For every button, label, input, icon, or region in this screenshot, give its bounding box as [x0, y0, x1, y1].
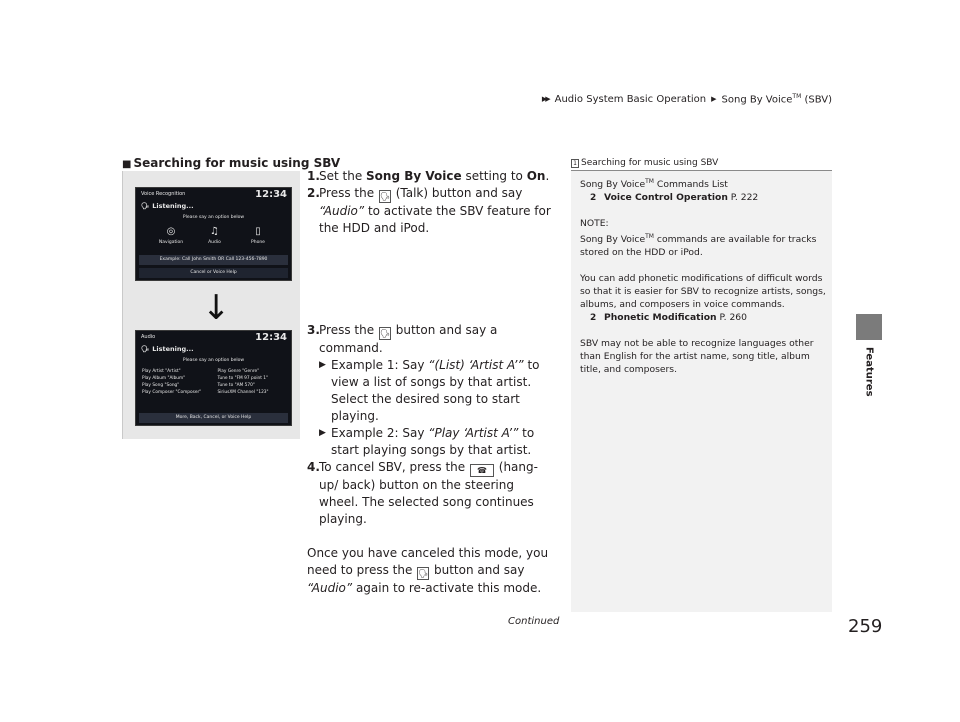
command-item: Tune to "AM 570": [217, 383, 255, 388]
note-sidebar: [571, 156, 832, 612]
square-bullet-icon: ■: [122, 159, 132, 170]
screen-clock: 12:34: [255, 332, 287, 343]
navigation-option[interactable]: ◎ Navigation: [158, 226, 184, 245]
talk-button-icon: 🗣: [379, 329, 391, 338]
languages-paragraph: SBV may not be able to recognize languages other than English for the artist name, song title, album title, and composers.: [580, 338, 814, 376]
hang-up-button-icon: ☎: [470, 464, 494, 477]
note-heading: 1 Searching for music using SBV: [571, 156, 832, 171]
listening-status: 🗣 Listening...: [141, 202, 194, 210]
double-arrow-icon: ▶▶: [541, 95, 549, 104]
breadcrumb-item-audio-basic[interactable]: Audio System Basic Operation: [554, 93, 707, 105]
commands-list-ref: Song By Voice™ Commands List 2 Voice Control Operation P. 222: [580, 178, 759, 204]
reactivate-paragraph: Once you have canceled this mode, you need to press the 🗣 button and say “Audio” again to re-activate this mode.: [307, 546, 549, 595]
talk-icon: 🗣: [141, 202, 150, 210]
reference-arrow-icon: 2: [590, 313, 597, 324]
command-item: Play Song "Song": [142, 383, 180, 388]
talk-button-icon: 🗣: [379, 192, 391, 201]
example-2: ▶ Example 2: Say “Play ‘Artist A’” to start playing songs by that artist.: [319, 426, 535, 457]
step-2: 2. Press the 🗣 (Talk) button and say “Audio” to activate the SBV feature for the HDD and iPod.: [307, 186, 551, 235]
reference-icon: 1: [571, 159, 579, 168]
step-3: 3. Press the 🗣 button and say a command. ▶ Example 1: Say “(List) ‘Artist A’” to view a list of songs by that artist. Select the desired song to start playing. ▶ Example 2: Say “Play ‘Artist A’” to start playing songs by that artist.: [307, 322, 557, 459]
screen-prompt: Please say an option below: [182, 215, 245, 220]
command-item: Play Genre "Genre": [217, 369, 260, 374]
voice-recognition-screen: [135, 187, 292, 281]
note-body: [580, 175, 826, 389]
talk-icon: 🗣: [141, 345, 150, 353]
phone-option[interactable]: ▯ Phone: [251, 226, 265, 245]
audio-option[interactable]: ♫ Audio: [208, 226, 221, 245]
triangle-bullet-icon: ▶: [319, 428, 326, 438]
example-bar: Example: Call John Smith OR Call 123-456-7890: [139, 255, 288, 265]
link-phonetic-modification[interactable]: 2 Phonetic Modification P. 260: [590, 312, 747, 324]
phone-icon: ▯: [255, 226, 261, 237]
reference-arrow-icon: 2: [590, 193, 597, 204]
command-item: Play Composer "Composer": [142, 390, 202, 395]
command-item: Play Artist "Artist": [142, 369, 181, 374]
voice-category-icons: [152, 227, 277, 245]
continued-label: Continued: [508, 616, 560, 627]
step-4: 4. To cancel SBV, press the ☎ (hang-up/ back) button on the steering wheel. The selected song continues playing.: [307, 460, 538, 526]
talk-button-icon: 🗣: [418, 569, 429, 578]
screen-footer: More, Back, Cancel, or Voice Help: [139, 413, 288, 423]
screen-footer: Cancel or Voice Help: [139, 268, 288, 278]
screen-title: Voice Recognition: [141, 191, 186, 197]
breadcrumb-item-sbv[interactable]: Song By Voice™ (SBV): [721, 93, 832, 106]
music-note-icon: ♫: [210, 226, 219, 237]
link-voice-control-operation[interactable]: 2 Voice Control Operation P. 222: [590, 192, 759, 204]
command-item: SiriusXM Channel "123": [217, 390, 269, 395]
section-heading: ■ Searching for music using SBV: [122, 156, 341, 170]
example-1: ▶ Example 1: Say “(List) ‘Artist A’” to view a list of songs by that artist. Select the desired song to start playing.: [319, 358, 540, 423]
audio-voice-screen: [135, 330, 292, 426]
listening-status: 🗣 Listening...: [141, 345, 194, 353]
arrow-right-icon: ▶: [711, 95, 717, 104]
screens-illustration: [122, 171, 300, 439]
screen-title: Audio: [141, 334, 156, 340]
down-arrow-icon: ↓: [202, 288, 231, 328]
triangle-bullet-icon: ▶: [319, 360, 326, 370]
chapter-label: Features: [863, 347, 875, 397]
step-1: 1. Set the Song By Voice setting to On.: [307, 169, 550, 183]
command-item: Tune to "FM 97 point 1": [217, 376, 268, 381]
page-number: 259: [848, 616, 883, 637]
note-paragraph: NOTE: Song By Voice™ commands are available for tracks stored on the HDD or iPod.: [580, 218, 817, 259]
breadcrumb: [542, 93, 832, 105]
chapter-tab-marker: [856, 314, 882, 340]
screen-prompt: Please say an option below: [182, 358, 245, 363]
phonetic-paragraph: You can add phonetic modifications of difficult words so that it is easier for SBV to recognize artists, songs, albums, and composers in voice commands. 2 Phonetic Modification P. 260: [580, 273, 826, 324]
screen-clock: 12:34: [255, 189, 287, 200]
instruction-steps: [307, 168, 557, 597]
command-item: Play Album "Album": [142, 376, 186, 381]
compass-icon: ◎: [166, 226, 176, 237]
command-list: [142, 369, 287, 395]
